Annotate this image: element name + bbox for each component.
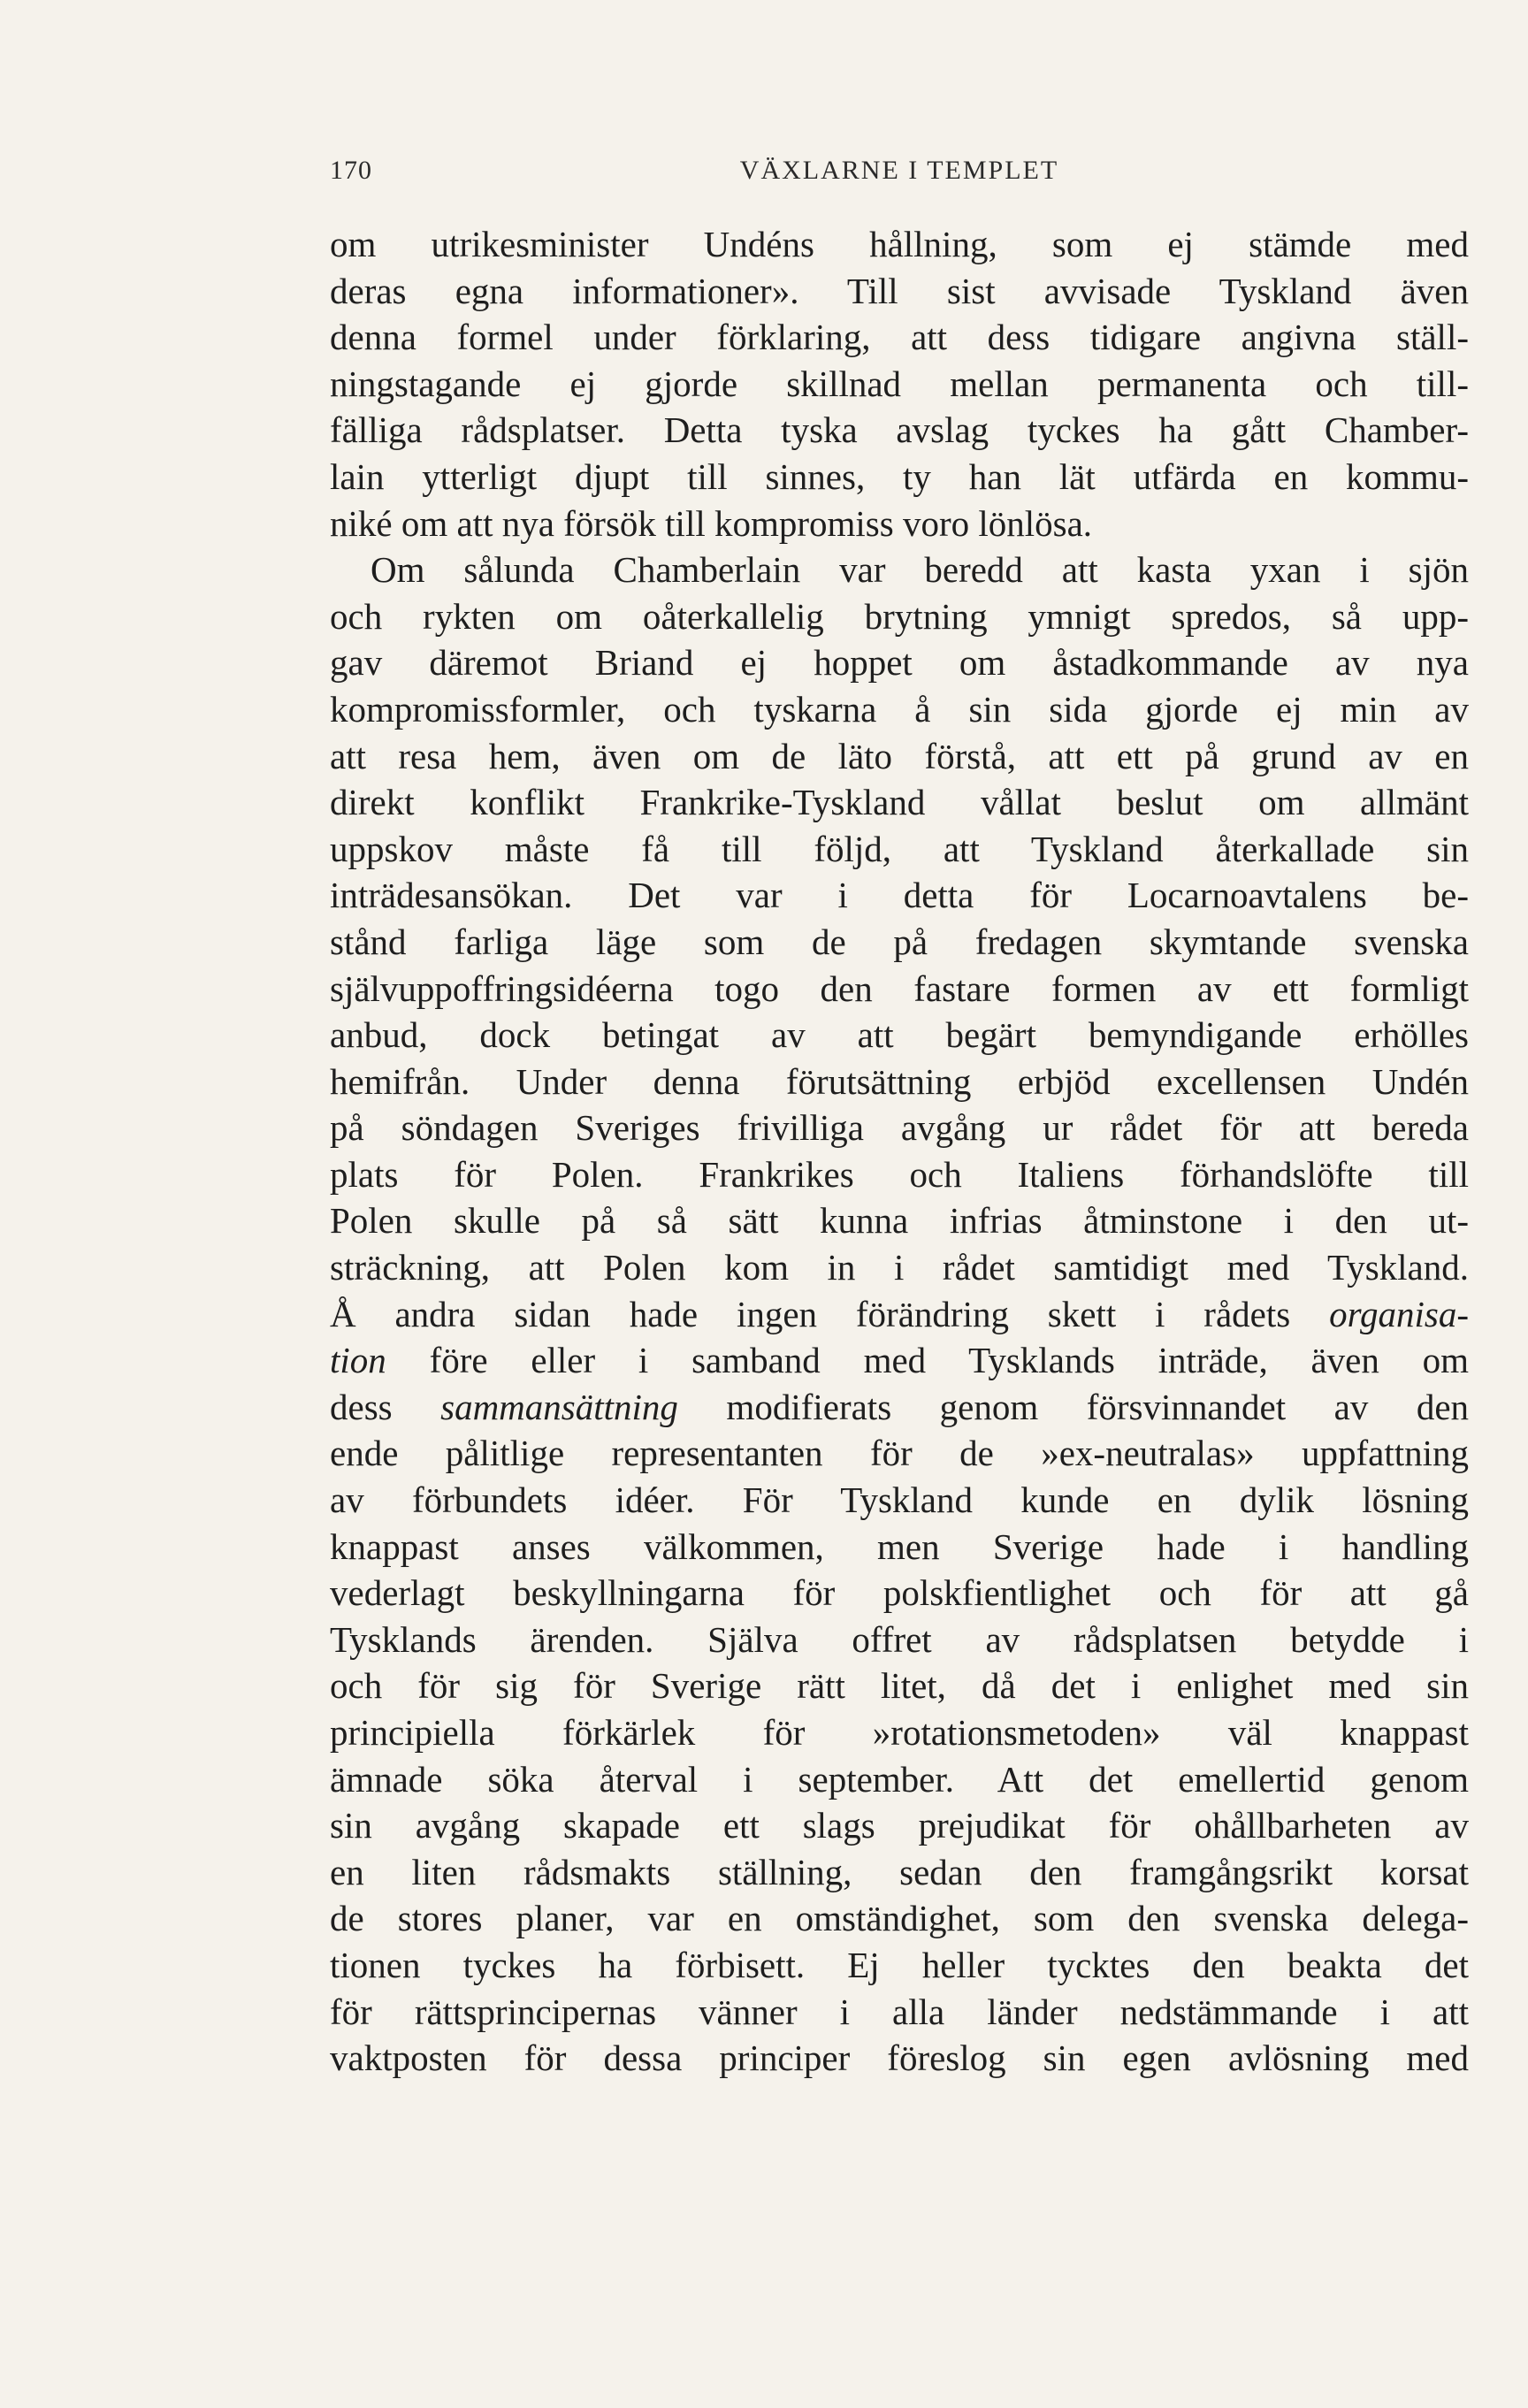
text-line: sträckning, att Polen kom in i rådet samtidigt med Tyskland. [330,1247,1469,1288]
text-line: gav däremot Briand ej hoppet om åstadkommande av nya [330,642,1469,684]
text-line: hemifrån. Under denna förutsättning erbjöd excellensen Undén [330,1060,1469,1102]
text-line: de stores planer, var en omständighet, som den svenska delega- [330,1898,1469,1939]
text-line: ämnade söka återval i september. Att det emellertid genom [330,1758,1469,1800]
text-line: inträdesansökan. Det var i detta för Locarnoavtalens be- [330,875,1469,916]
text-line: uppskov måste få till följd, att Tyskland återkallade sin [330,828,1469,869]
text-line: en liten rådsmakts ställning, sedan den framgångsrikt korsat [330,1851,1469,1892]
text-line: vaktposten för dessa principer föreslog sin egen avlösning med [330,2037,1469,2079]
text-line: knappast anses välkommen, men Sverige hade i handling [330,1525,1469,1567]
running-title: VÄXLARNE I TEMPLET [739,156,1059,185]
text-line: ningstagande ej gjorde skillnad mellan permanenta och till- [330,363,1469,404]
text-line [330,1291,1469,1338]
italic-text: sammansättning [440,1386,678,1427]
text-line: Polen skulle på så sätt kunna infrias åtminstone i den ut- [330,1200,1469,1242]
text-segment: före eller i samband med Tysklands inträde, även om [429,1340,1469,1381]
italic-text: organisa- [1329,1293,1469,1334]
text-line: fälliga rådsplatser. Detta tyska avslag tyckes ha gått Chamber- [330,409,1469,451]
text-line: och rykten om oåterkallelig brytning ymnigt spredos, så upp- [330,595,1469,637]
text-line: direkt konflikt Frankrike-Tyskland vållat beslut om allmänt [330,782,1469,823]
running-head [330,156,1469,198]
text-line: deras egna informationer». Till sist avvisade Tyskland även [330,270,1469,311]
text-line: på söndagen Sveriges frivilliga avgång ur rådet för att bereda [330,1107,1469,1149]
text-line: anbud, dock betingat av att begärt bemyndigande erhölles [330,1014,1469,1056]
text-line: tionen tyckes ha förbisett. Ej heller tycktes den beakta det [330,1944,1469,1985]
text-line: vederlagt beskyllningarna för polskfientlighet och för att gå [330,1572,1469,1614]
text-line: ende pålitlige representanten för de »ex-neutralas» uppfattning [330,1433,1469,1474]
text-line: principiella förkärlek för »rotationsmetoden» väl knappast [330,1712,1469,1753]
italic-text: tion [330,1340,386,1381]
text-line [330,1384,1469,1431]
text-line: Om sålunda Chamberlain var beredd att kasta yxan i sjön [371,549,1469,591]
text-line: för rättsprincipernas vänner i alla länder nedstämmande i att [330,1991,1469,2032]
body-text [330,221,1469,2082]
text-line: denna formel under förklaring, att dess tidigare angivna ställ- [330,317,1469,358]
text-line: plats för Polen. Frankrikes och Italiens förhandslöfte till [330,1153,1469,1195]
page-number: 170 [330,156,372,185]
text-line: och för sig för Sverige rätt litet, då det i enlighet med sin [330,1665,1469,1707]
text-line: niké om att nya försök till kompromiss voro lönlösa. [330,502,1093,544]
text-line: Tysklands ärenden. Själva offret av rådsplatsen betydde i [330,1618,1469,1660]
text-line: att resa hem, även om de läto förstå, att ett på grund av en [330,735,1469,776]
text-segment: Å andra sidan hade ingen förändring skett i rådets [330,1293,1291,1334]
text-line: självuppoffringsidéerna togo den fastare formen av ett formligt [330,967,1469,1009]
text-line: lain ytterligt djupt till sinnes, ty han lät utfärda en kommu- [330,455,1469,497]
text-line: stånd farliga läge som de på fredagen skymtande svenska [330,921,1469,962]
text-line: kompromissformler, och tyskarna å sin sida gjorde ej min av [330,688,1469,730]
text-line: om utrikesminister Undéns hållning, som ej stämde med [330,224,1469,264]
text-segment: dess [330,1386,393,1427]
text-line: av förbundets idéer. För Tyskland kunde en dylik lösning [330,1479,1469,1521]
text-line [330,1337,1469,1384]
text-line: sin avgång skapade ett slags prejudikat för ohållbarheten av [330,1805,1469,1846]
text-segment: modifierats genom försvinnandet av den [726,1386,1469,1427]
